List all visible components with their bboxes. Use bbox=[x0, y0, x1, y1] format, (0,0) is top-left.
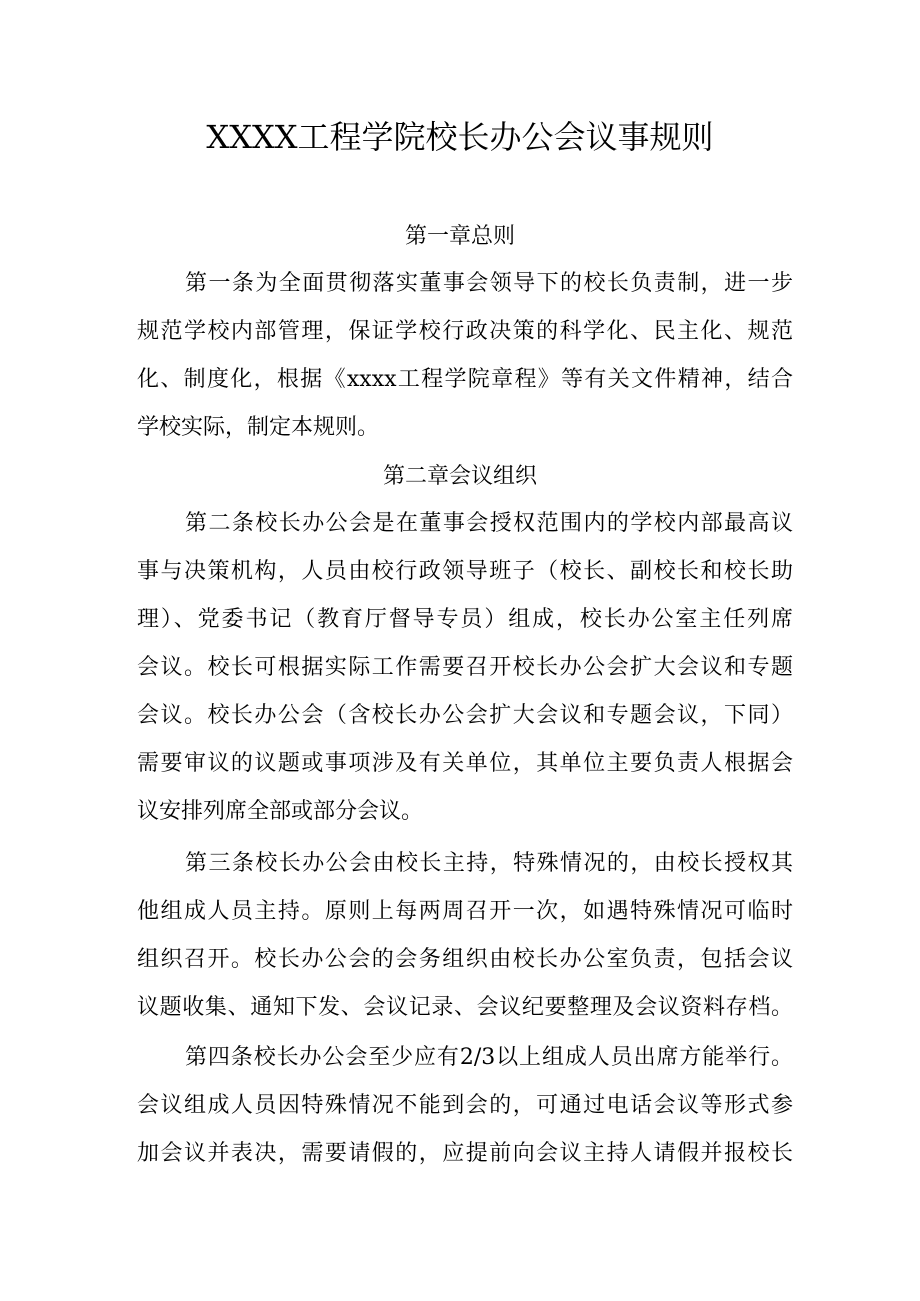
chapter-heading-meeting-organization: 第二章会议组织 bbox=[382, 464, 537, 489]
article-3 bbox=[137, 840, 793, 1032]
article-1-line-1: 第一条为全面贯彻落实董事会领导下的校长负责制，进一步 bbox=[185, 271, 793, 296]
document-title: XXXX工程学院校长办公会议事规则 bbox=[206, 118, 714, 156]
article-1-line-2: 规范学校内部管理，保证学校行政决策的科学化、民主化、规范 bbox=[137, 319, 793, 344]
article-1-line-3: 化、制度化，根据《xxxx工程学院章程》等有关文件精神，结合 bbox=[137, 367, 793, 392]
article-2-line-6: 需要审议的议题或事项涉及有关单位，其单位主要负责人根据会 bbox=[137, 751, 793, 776]
chapter-heading-general: 第一章总则 bbox=[404, 224, 515, 249]
article-1 bbox=[137, 260, 793, 452]
article-3-line-3: 组织召开。校长办公会的会务组织由校长办公室负责，包括会议 bbox=[137, 947, 793, 972]
article-4 bbox=[137, 1034, 793, 1178]
article-3-line-2: 他组成人员主持。原则上每两周召开一次，如遇特殊情况可临时 bbox=[137, 899, 793, 924]
article-2-line-7: 议安排列席全部或部分会议。 bbox=[137, 799, 424, 824]
article-2-line-2: 事与决策机构，人员由校行政领导班子（校长、副校长和校长助 bbox=[137, 559, 793, 584]
article-4-line-2: 会议组成人员因特殊情况不能到会的，可通过电话会议等形式参 bbox=[137, 1093, 793, 1118]
article-2 bbox=[137, 500, 793, 836]
article-3-line-4: 议题收集、通知下发、会议记录、会议纪要整理及会议资料存档。 bbox=[137, 995, 793, 1020]
article-1-line-4: 学校实际，制定本规则。 bbox=[137, 415, 380, 440]
article-2-line-5: 会议。校长办公会（含校长办公会扩大会议和专题会议，下同） bbox=[137, 703, 793, 728]
article-4-line-1: 第四条校长办公会至少应有2/3以上组成人员出席方能举行。 bbox=[185, 1045, 793, 1070]
article-3-line-1: 第三条校长办公会由校长主持，特殊情况的，由校长授权其 bbox=[185, 851, 793, 876]
article-2-line-4: 会议。校长可根据实际工作需要召开校长办公会扩大会议和专题 bbox=[137, 655, 793, 680]
article-4-line-3: 加会议并表决，需要请假的，应提前向会议主持人请假并报校长 bbox=[137, 1141, 793, 1166]
article-2-line-3: 理）、党委书记（教育厅督导专员）组成，校长办公室主任列席 bbox=[137, 607, 793, 632]
article-2-line-1: 第二条校长办公会是在董事会授权范围内的学校内部最高议 bbox=[185, 511, 793, 536]
